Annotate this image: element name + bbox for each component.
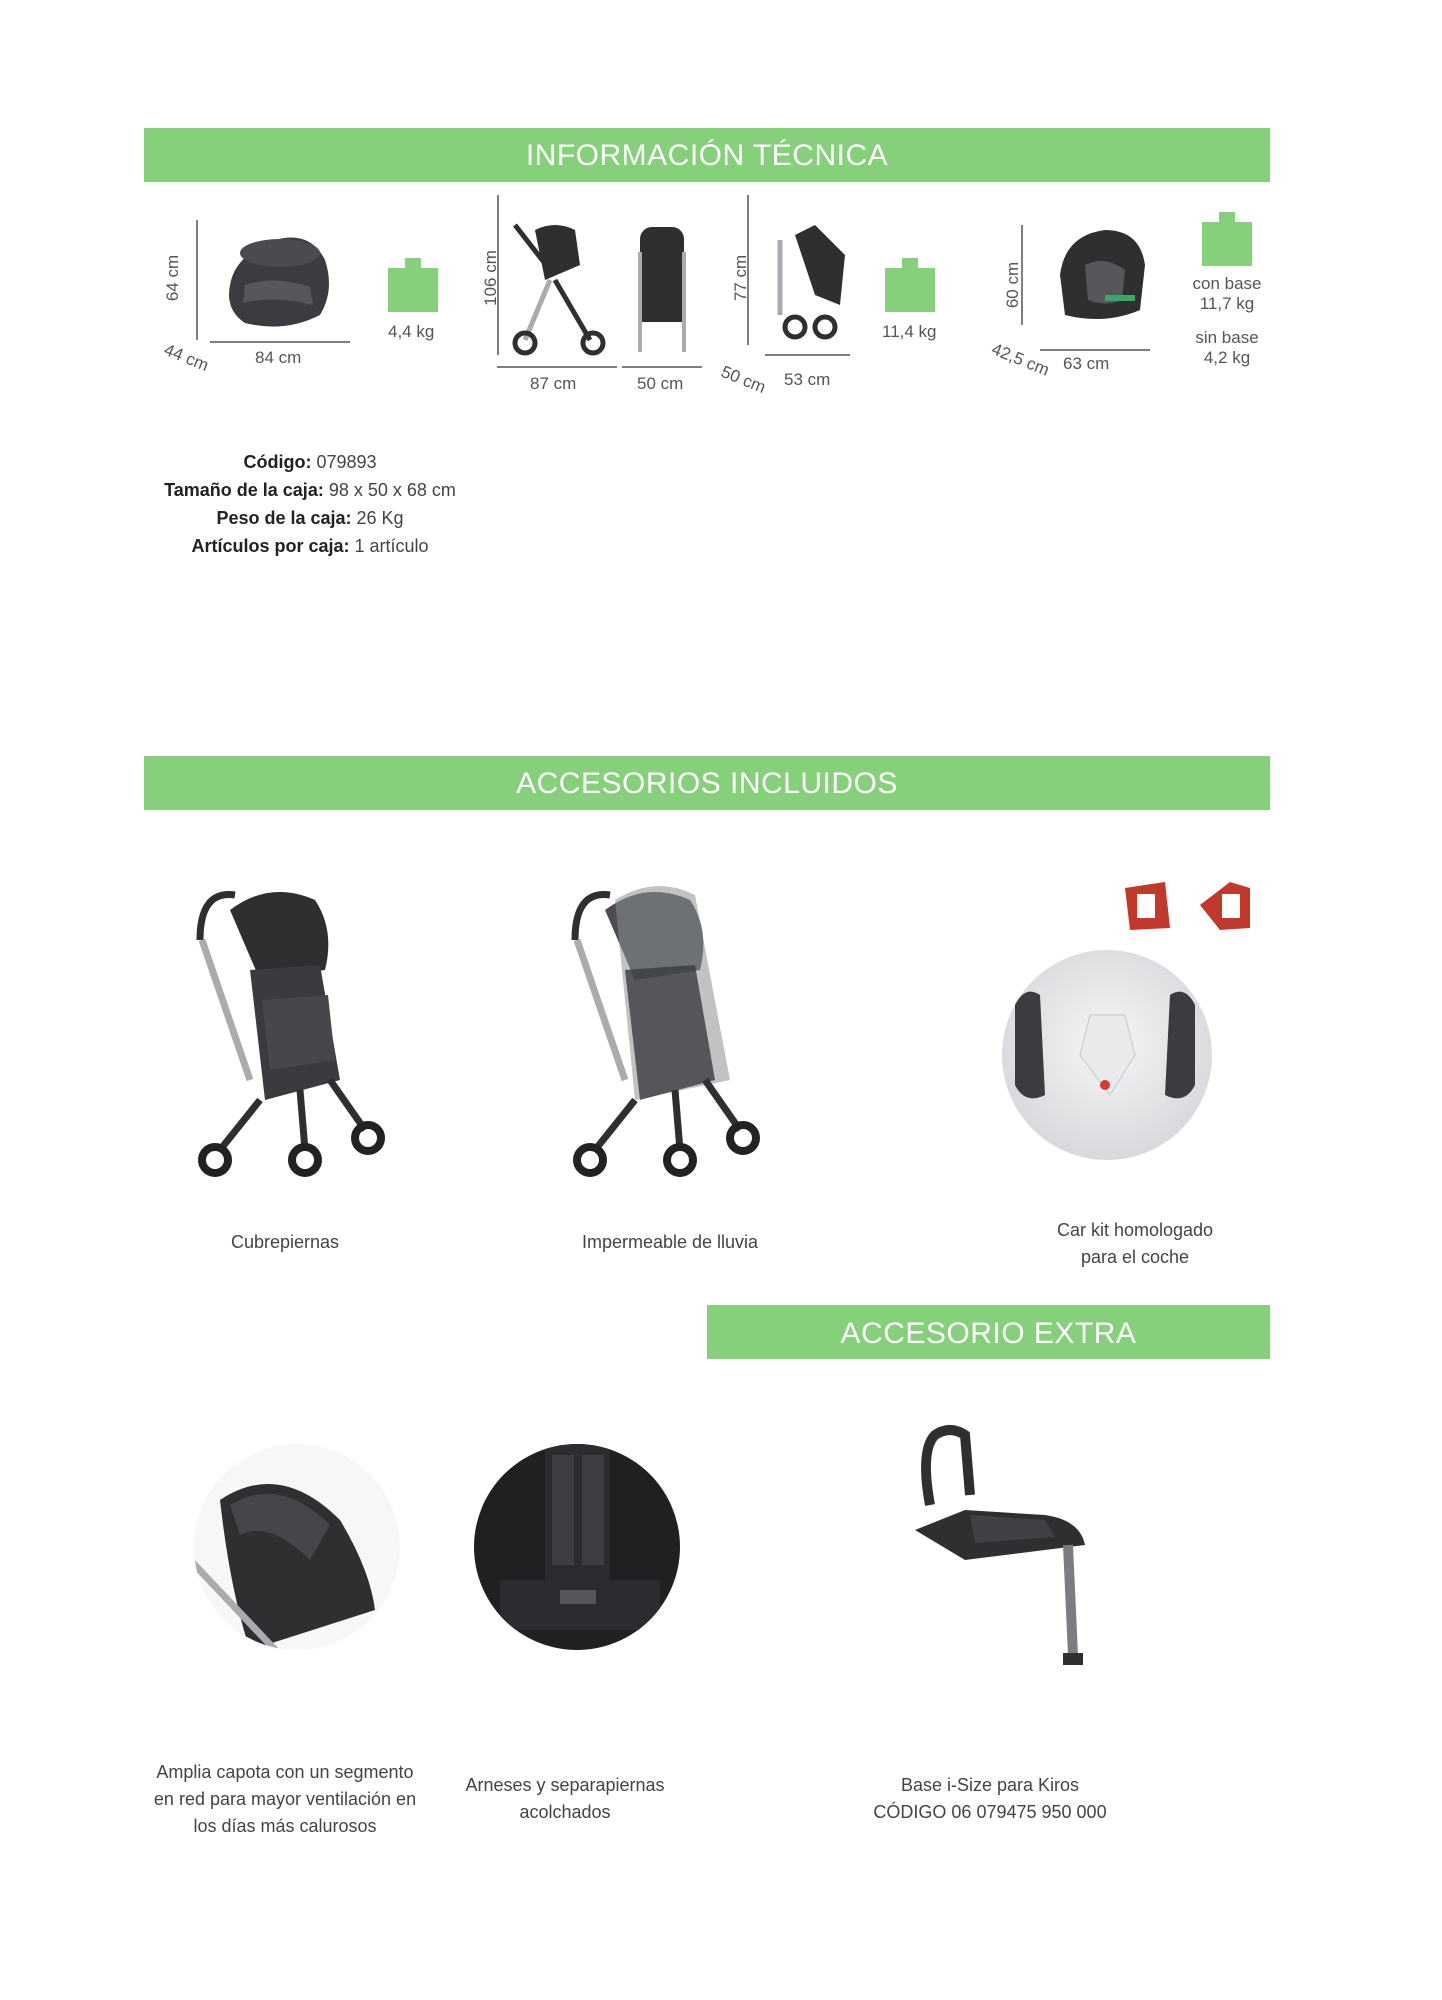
isize-base-image [905, 1425, 1095, 1675]
spec-items-per-box: Artículos por caja: 1 artículo [191, 536, 429, 556]
car-kit-detail-circle [995, 945, 1225, 1175]
car-kit-caption-line1: Car kit homologado [1056, 1220, 1214, 1240]
raincover-caption: Impermeable de lluvia [581, 1232, 759, 1252]
carrycot-weight: 4,4 kg [388, 322, 435, 341]
car-kit-clips-image [1125, 880, 1255, 935]
weight-icon [1202, 212, 1252, 266]
weight-icon [388, 258, 438, 312]
folded-weight: 11,4 kg [882, 322, 937, 341]
carseat-without-base-weight: 4,2 kg [1203, 348, 1251, 367]
raincover-stroller-image [565, 880, 775, 1180]
harness-caption-line2: acolchados [519, 1802, 611, 1822]
harness-detail-circle [470, 1440, 685, 1655]
weight-icon [885, 258, 935, 312]
carseat-width: 63 cm [1063, 354, 1110, 373]
carseat-with-base-weight: 11,7 kg [1199, 294, 1255, 313]
hood-caption-line3: los días más calurosos [193, 1816, 377, 1836]
carseat-height: 60 cm [1003, 261, 1023, 309]
legwarmer-caption: Cubrepiernas [230, 1232, 340, 1252]
included-accessories-title: ACCESORIOS INCLUIDOS [516, 767, 898, 800]
stroller-width-line [622, 364, 702, 370]
carrycot-image [185, 215, 365, 345]
spec-code: Código: 079893 [243, 452, 377, 472]
harness-caption-line1: Arneses y separapiernas [465, 1775, 665, 1795]
carrycot-height: 64 cm [163, 254, 183, 302]
included-accessories-banner [144, 756, 1270, 810]
extra-accessory-title: ACCESORIO EXTRA [840, 1317, 1137, 1350]
isize-base-code: CÓDIGO 06 079475 950 000 [873, 1802, 1107, 1822]
stroller-height: 106 cm [480, 250, 500, 306]
carseat-without-base-label: sin base [1195, 328, 1259, 347]
stroller-front-image [632, 222, 692, 357]
hood-caption-line1: Amplia capota con un segmento [156, 1762, 414, 1782]
hood-caption-line2: en red para mayor ventilación en [153, 1789, 417, 1809]
legwarmer-stroller-image [190, 880, 390, 1180]
stroller-side-image [495, 195, 615, 365]
carseat-depth: 42,5 cm [988, 339, 1053, 380]
stroller-width: 50 cm [637, 374, 684, 393]
carrycot-width: 84 cm [255, 348, 302, 367]
folded-height: 77 cm [731, 254, 751, 302]
stroller-length: 87 cm [530, 374, 577, 393]
spec-box-size: Tamaño de la caja: 98 x 50 x 68 cm [164, 480, 456, 500]
carrycot-depth: 44 cm [161, 340, 212, 376]
tech-info-title: INFORMACIÓN TÉCNICA [525, 139, 889, 172]
spec-box-weight: Peso de la caja: 26 Kg [216, 508, 404, 528]
folded-stroller-image [745, 195, 865, 365]
isize-base-name: Base i-Size para Kiros [900, 1775, 1080, 1795]
stroller-length-line [497, 364, 617, 370]
hood-detail-circle [190, 1440, 405, 1655]
folded-depth: 50 cm [718, 362, 769, 398]
car-kit-caption-line2: para el coche [1080, 1247, 1190, 1267]
carseat-image [1010, 215, 1170, 355]
folded-width: 53 cm [784, 370, 831, 389]
extra-accessory-banner [707, 1305, 1270, 1359]
carseat-with-base-label: con base [1192, 274, 1262, 293]
product-spec-list [110, 448, 510, 560]
tech-info-banner [144, 128, 1270, 182]
